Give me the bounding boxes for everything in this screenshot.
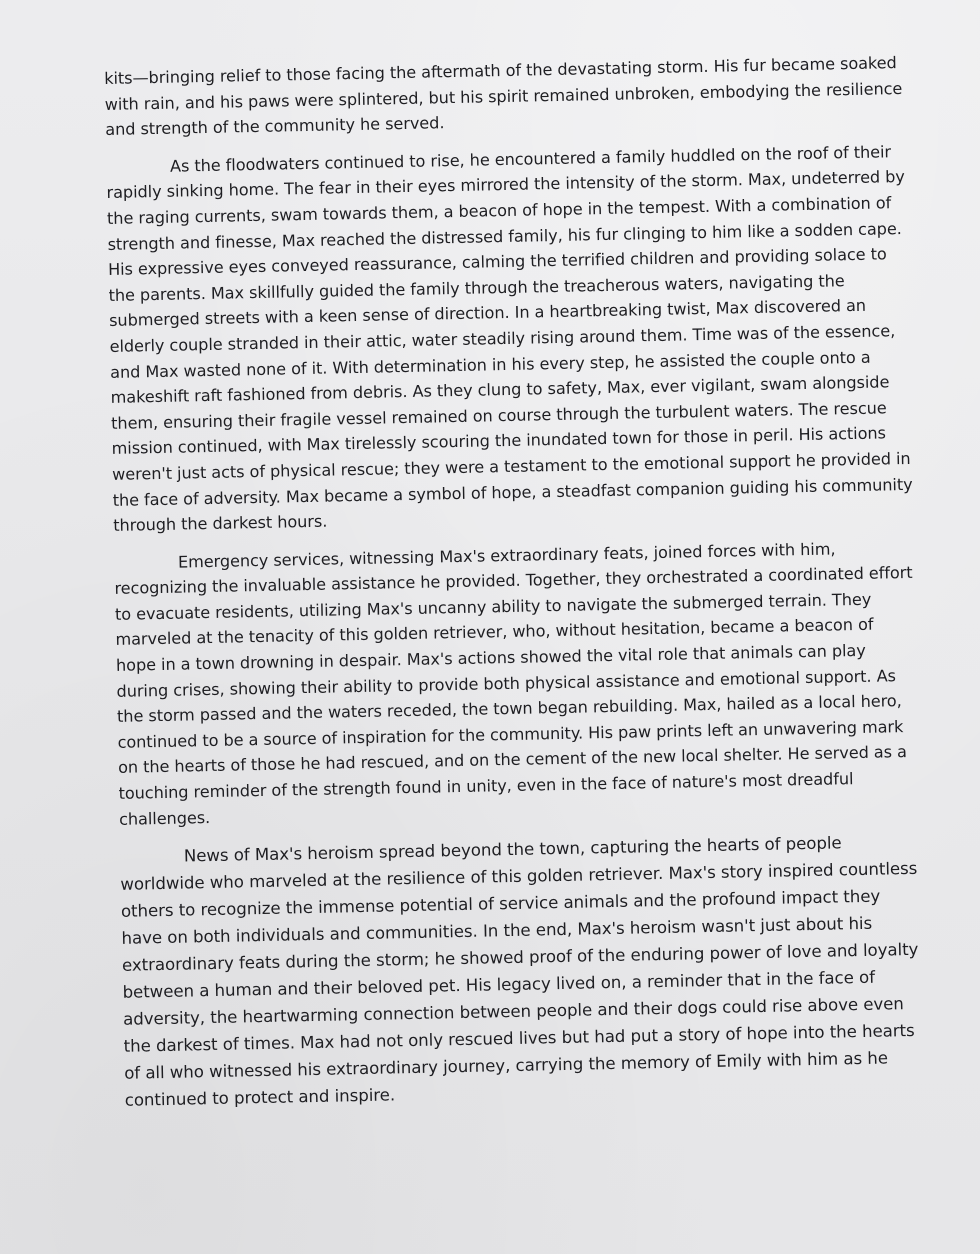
paragraph-2: As the floodwaters continued to rise, he encountered a family huddled on the roof of their rapidly sinking home. The fear in their eyes mirrored the intensity of the storm. Max, undeterred by the raging currents, swam towards them, a beacon of hope in the tempest. With a combination of strength and finesse, Max reached the distressed family, his fur clinging to him like a sodden cape. His expressive eyes conveyed reassurance, calming the terrified children and providing solace to the parents. Max skillfully guided the family through the treacherous waters, navigating the submerged streets with a keen sense of direction. In a heartbreaking twist, Max discovered an elderly couple stranded in their attic, water steadily rising around them. Time was of the essence, and Max wasted none of it. With determination in his every step, he assisted the couple onto a makeshift raft fashioned from debris. As they clung to safety, Max, ever vigilant, swam alongside them, ensuring their fragile vessel remained on course through the turbulent waters. The rescue mission continued, with Max tirelessly scouring the inundated town for those in peril. His actions weren't just acts of physical rescue; they were a testament to the emotional support he provided in the face of adversity. Max became a symbol of hope, a steadfast companion guiding his community through the darkest hours. xyxy=(106,142,913,535)
body-text xyxy=(104,50,925,1126)
paragraph-1: kits—bringing relief to those facing the aftermath of the devastating storm. His fur became soaked with rain, and his paws were splintered, but his spirit remained unbroken, embodying the resilience and strength of the community he served. xyxy=(104,53,903,140)
paragraph-3: Emergency services, witnessing Max's extraordinary feats, joined forces with him, recognizing the invaluable assistance he provided. Together, they orchestrated a coordinated effort to evacuate residents, utilizing Max's uncanny ability to navigate the submerged terrain. They marveled at the tenacity of this golden retriever, who, without hesitation, became a beacon of hope in a town drowning in despair. Max's actions showed the vital role that animals can play during crises, showing their ability to provide both physical assistance and emotional support. As the storm passed and the waters receded, the town began rebuilding. Max, hailed as a local hero, continued to be a source of inspiration for the community. His paw prints left an unwavering mark on the hearts of those he had rescued, and on the cement of the new local shelter. He served as a touching reminder of the strength found in unity, even in the face of nature's most dreadful challenges. xyxy=(114,539,913,829)
paragraph-4: News of Max's heroism spread beyond the town, capturing the hearts of people worldwide who marveled at the resilience of this golden retriever. Max's story inspired countless others to recognize the immense potential of service animals and the profound impact they have on both individuals and communities. In the end, Max's heroism wasn't just about his extraordinary feats during the storm; he showed proof of the enduring power of love and loyalty between a human and their beloved pet. His legacy lived on, a reminder that in the face of adversity, the heartwarming connection between people and their dogs could rise above even the darkest of times. Max had not only rescued lives but had put a story of hope into the hearts of all who witnessed his extraordinary journey, carrying the memory of Emily with him as he continued to protect and inspire. xyxy=(120,833,919,1111)
